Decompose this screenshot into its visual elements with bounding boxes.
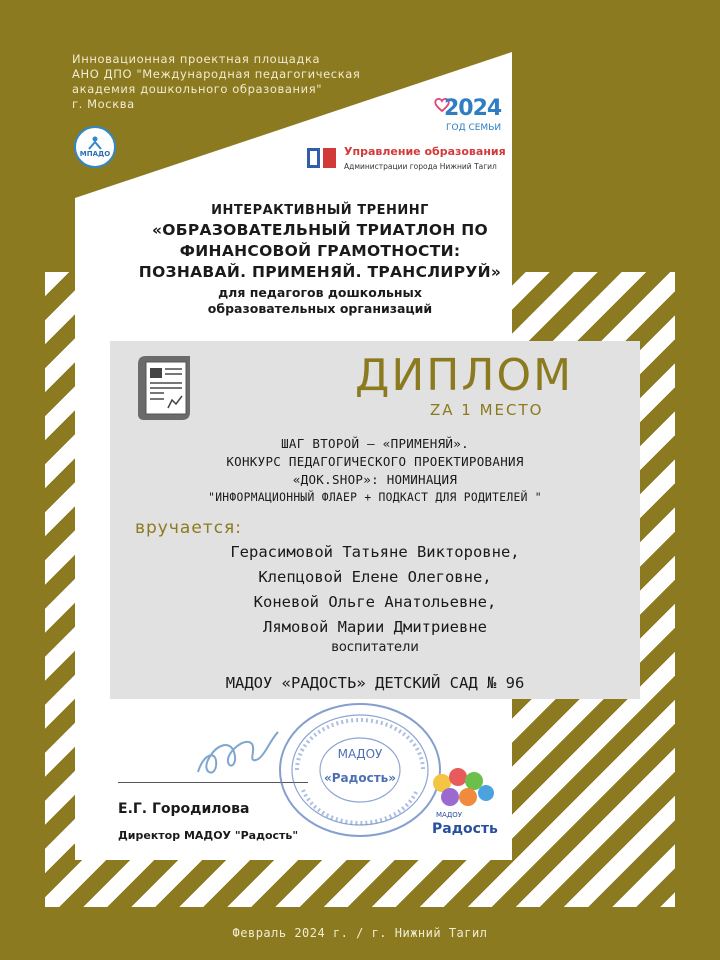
radost-logo-name: Радость [432, 821, 498, 837]
official-stamp [275, 700, 445, 840]
training-title-line-1: «ОБРАЗОВАТЕЛЬНЫЙ ТРИАТЛОН ПО [151, 221, 489, 239]
mpado-logo-text: МПАДО [79, 150, 111, 158]
contest-line-4: "ИНФОРМАЦИОННЫЙ ФЛАЕР + ПОДКАСТ ДЛЯ РОДИТЕЛЕЙ " [208, 491, 542, 504]
education-department-subtitle: Администрации города Нижний Тагил [344, 162, 497, 171]
training-type: ИНТЕРАКТИВНЫЙ ТРЕНИНГ [211, 203, 429, 218]
contest-line-3: «ДОК.SHOP»: НОМИНАЦИЯ [292, 472, 458, 487]
footer-date-place: Февраль 2024 г. / г. Нижний Тагил [232, 926, 488, 940]
recipient-name: Коневой Ольге Анатольевне, [253, 593, 497, 611]
signer-position: Директор МАДОУ "Радость" [118, 829, 299, 842]
recipients-list [110, 540, 640, 640]
contest-line-1: ШАГ ВТОРОЙ – «ПРИМЕНЯЙ». [281, 436, 469, 451]
signer-name: Е.Г. Городилова [118, 801, 250, 817]
year-of-family-logo [434, 96, 504, 136]
contest-line-2: КОНКУРС ПЕДАГОГИЧЕСКОГО ПРОЕКТИРОВАНИЯ [226, 454, 524, 469]
recipient-role: воспитатели [331, 640, 419, 655]
education-department-title: Управление образования [344, 145, 506, 158]
training-audience-line-2: образовательных организаций [207, 301, 433, 316]
book-icon [306, 146, 338, 170]
training-title-line-3: ПОЗНАВАЙ. ПРИМЕНЯЙ. ТРАНСЛИРУЙ» [138, 263, 502, 281]
recipient-name: Клепцовой Елене Олеговне, [258, 568, 492, 586]
mpado-logo [74, 126, 116, 168]
training-block [110, 203, 530, 317]
year-logo-caption: ГОД СЕМЬИ [446, 123, 502, 133]
organization-name: МАДОУ «РАДОСТЬ» ДЕТСКИЙ САД № 96 [225, 674, 525, 692]
recipient-name: Герасимовой Татьяне Викторовне, [230, 543, 520, 561]
stamp-center-line-2: «Радость» [324, 771, 396, 785]
diploma-title: ДИПЛОМ [355, 350, 574, 401]
figure-icon [87, 136, 103, 150]
organizer-text: Инновационная проектная площадка АНО ДПО "Международная педагогическая академия дошкольного образования" г. Москва [72, 52, 361, 111]
year-logo-number: 2024 [444, 96, 502, 121]
training-title-line-2: ФИНАНСОВОЙ ГРАМОТНОСТИ: [179, 242, 461, 260]
awarded-label: вручается: [135, 518, 242, 538]
contest-description [110, 435, 640, 507]
training-audience-line-1: для педагогов дошкольных [218, 285, 422, 300]
stamp-center-line-1: МАДОУ [337, 747, 383, 761]
recipient-name: Лямовой Марии Дмитриевне [263, 618, 487, 636]
document-icon [134, 354, 194, 422]
radost-logo [428, 765, 498, 840]
diploma-place: ZA 1 МЕСТО [430, 401, 544, 419]
radost-logo-top: МАДОУ [436, 811, 463, 819]
